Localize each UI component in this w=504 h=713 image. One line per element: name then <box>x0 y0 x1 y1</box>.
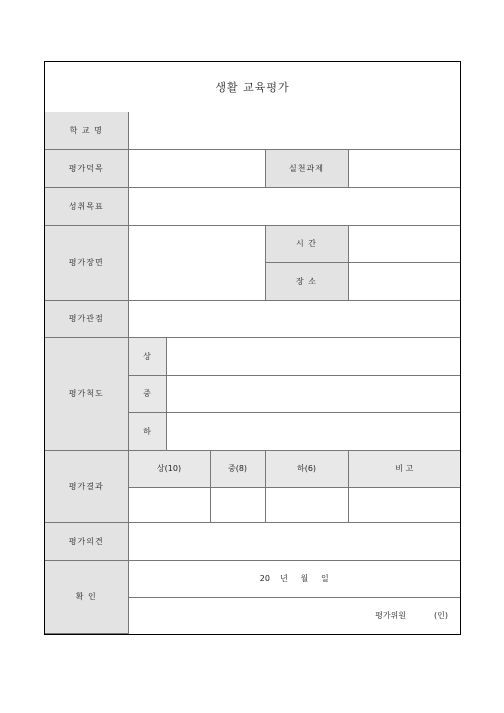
scene-field[interactable] <box>128 225 265 300</box>
scale-mid-field[interactable] <box>166 375 460 412</box>
label-opinion: 평가의견 <box>45 522 128 560</box>
label-place: 장 소 <box>265 262 348 300</box>
result-high-field[interactable] <box>128 487 210 522</box>
scale-low-field[interactable] <box>166 412 460 450</box>
subject-field[interactable] <box>128 149 265 187</box>
result-header-mid: 중(8) <box>210 450 265 487</box>
scale-high-field[interactable] <box>166 337 460 375</box>
scale-level-mid: 중 <box>128 375 166 412</box>
label-task: 실천과제 <box>265 149 348 187</box>
goal-field[interactable] <box>128 187 460 225</box>
signature-line <box>128 597 460 633</box>
viewpoint-field[interactable] <box>128 300 460 337</box>
result-note-field[interactable] <box>348 487 460 522</box>
form-grid <box>45 112 460 634</box>
place-field[interactable] <box>348 262 460 300</box>
result-mid-field[interactable] <box>210 487 265 522</box>
label-subject: 평가덕목 <box>45 149 128 187</box>
label-confirm: 확 인 <box>45 560 128 633</box>
result-header-high: 상(10) <box>128 450 210 487</box>
task-field[interactable] <box>348 149 460 187</box>
label-scene: 평가장면 <box>45 225 128 300</box>
result-header-low: 하(6) <box>265 450 348 487</box>
scale-level-low: 하 <box>128 412 166 450</box>
scale-level-high: 상 <box>128 337 166 375</box>
label-goal: 성취목표 <box>45 187 128 225</box>
date-line: 20 년 월 일 <box>128 560 460 597</box>
school-field[interactable] <box>128 112 460 149</box>
label-scale: 평가척도 <box>45 337 128 450</box>
result-low-field[interactable] <box>265 487 348 522</box>
evaluator-label: 평가위원 <box>375 610 407 620</box>
form-title: 생활 교육평가 <box>45 62 460 113</box>
result-header-note: 비 고 <box>348 450 460 487</box>
label-result: 평가결과 <box>45 450 128 522</box>
label-viewpoint: 평가관점 <box>45 300 128 337</box>
time-field[interactable] <box>348 225 460 262</box>
evaluation-form <box>44 61 461 635</box>
label-time: 시 간 <box>265 225 348 262</box>
label-school: 학 교 명 <box>45 112 128 149</box>
opinion-field[interactable] <box>128 522 460 560</box>
seal-mark: (인) <box>434 610 448 620</box>
